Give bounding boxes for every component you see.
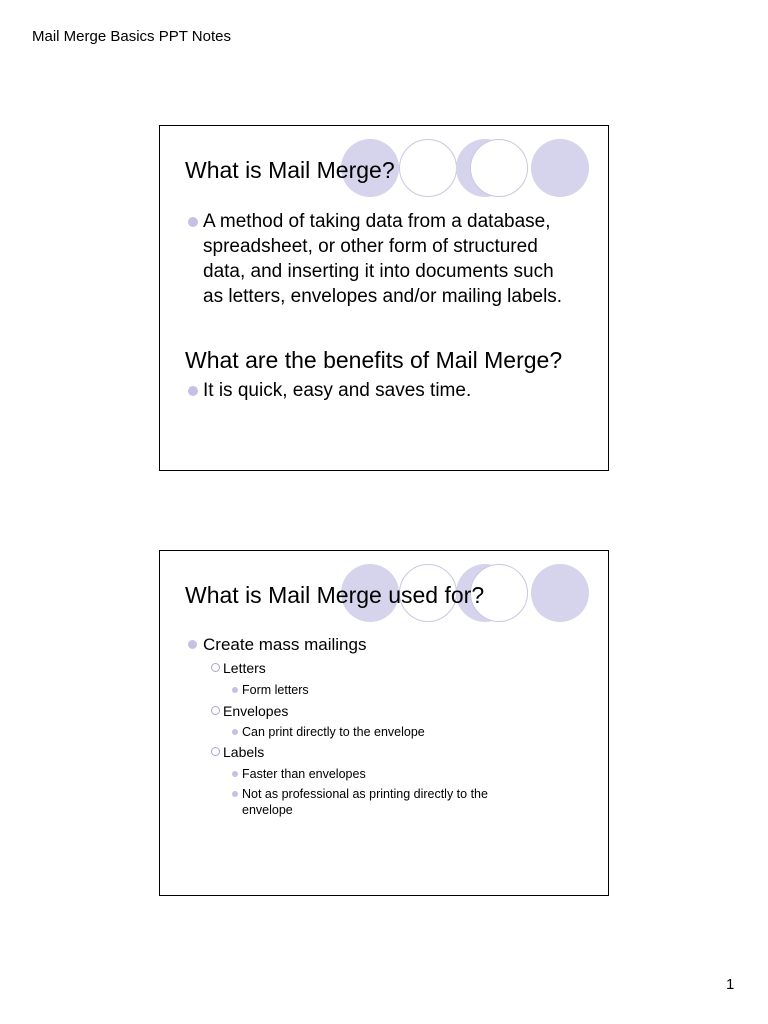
document-title: Mail Merge Basics PPT Notes <box>32 28 231 45</box>
bullet-text: Labels <box>223 744 265 760</box>
bullet-icon <box>188 217 198 227</box>
decorative-circle <box>399 139 457 197</box>
sub-sub-bullet-item <box>232 724 512 740</box>
bullet-text: Form letters <box>242 683 309 697</box>
sub-bullet-item <box>210 659 266 677</box>
bullet-icon <box>232 729 238 735</box>
slide-heading: What are the benefits of Mail Merge? <box>185 347 563 373</box>
slide-1 <box>159 125 609 471</box>
sub-bullet-item <box>210 743 264 761</box>
bullet-icon <box>188 640 197 649</box>
decorative-circle <box>531 564 589 622</box>
bullet-line: envelope <box>242 803 293 817</box>
slide-2 <box>159 550 609 896</box>
bullet-icon <box>188 386 198 396</box>
bullet-text: Faster than envelopes <box>242 767 366 781</box>
bullet-icon <box>232 771 238 777</box>
bullet-text: Envelopes <box>223 703 289 719</box>
bullet-icon <box>232 687 238 693</box>
bullet-item <box>186 378 471 403</box>
sub-bullet-item <box>210 702 288 720</box>
hollow-bullet-icon <box>211 747 220 756</box>
bullet-text: Create mass mailings <box>203 635 367 654</box>
sub-sub-bullet-item <box>232 682 512 698</box>
bullet-text: Can print directly to the envelope <box>242 725 425 739</box>
slide-heading: What is Mail Merge? <box>185 157 395 183</box>
bullet-item <box>186 634 366 656</box>
bullet-line: data, and inserting it into documents such <box>203 261 554 282</box>
sub-sub-bullet-item <box>232 766 512 782</box>
bullet-item <box>186 209 562 309</box>
bullet-line: as letters, envelopes and/or mailing labels. <box>203 286 563 307</box>
bullet-text: Letters <box>223 660 266 676</box>
sub-sub-bullet-item <box>232 786 512 818</box>
decorative-circle <box>470 139 528 197</box>
decorative-circle <box>531 139 589 197</box>
bullet-line: Not as professional as printing directly to the <box>242 787 488 801</box>
bullet-line: spreadsheet, or other form of structured <box>203 236 538 257</box>
bullet-line: A method of taking data from a database, <box>203 211 551 232</box>
slide-heading: What is Mail Merge used for? <box>185 582 485 608</box>
bullet-line: It is quick, easy and saves time. <box>203 380 472 401</box>
hollow-bullet-icon <box>211 663 220 672</box>
bullet-icon <box>232 791 238 797</box>
hollow-bullet-icon <box>211 706 220 715</box>
page-number: 1 <box>726 976 735 993</box>
